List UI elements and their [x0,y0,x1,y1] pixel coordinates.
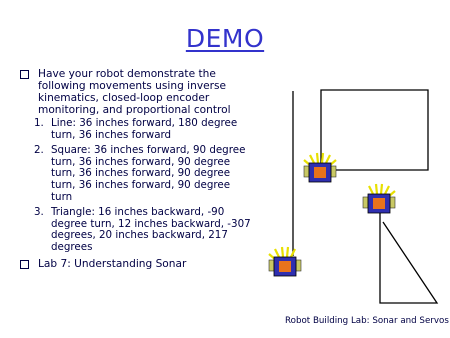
list-item-triangle [34,207,252,253]
robot-icon [363,184,395,213]
list-item-text: Line: 36 inches forward, 180 degree turn, 36 inches forward [51,117,238,141]
movement-diagram [250,80,445,305]
list-item-text: Triangle: 16 inches backward, -90 degree turn, 12 inches backward, -307 degrees, 20 inches backward, 217 degrees [51,206,251,253]
square-bullet-icon [20,70,29,79]
list-item-line [34,118,252,141]
list-item-text: Square: 36 inches forward, 90 degree turn, 36 inches forward, 90 degree turn, 36 inches forward, 90 degree turn, 36 inches forward, 90 degree turn [51,144,246,203]
bullet-lab7 [20,258,252,270]
list-number: 1. [34,117,44,129]
robot-icon [304,153,336,182]
triangle-path [380,200,437,303]
list-number: 3. [34,206,44,219]
square-path [321,90,428,170]
movement-list [34,118,252,254]
list-item-square [34,145,252,203]
bullet-demo-text: Have your robot demonstrate the following movements using inverse kinematics, closed-loop encoder monitoring, and proportional control [38,68,231,116]
slide-title: DEMO [185,24,265,53]
slide-footer: Robot Building Lab: Sonar and Servos [285,316,449,326]
square-bullet-icon [20,260,29,269]
bullet-lab7-text: Lab 7: Understanding Sonar [38,257,187,270]
bullet-demo [20,68,252,116]
list-number: 2. [34,144,44,157]
robot-icon [269,247,301,276]
slide-body [20,68,252,272]
